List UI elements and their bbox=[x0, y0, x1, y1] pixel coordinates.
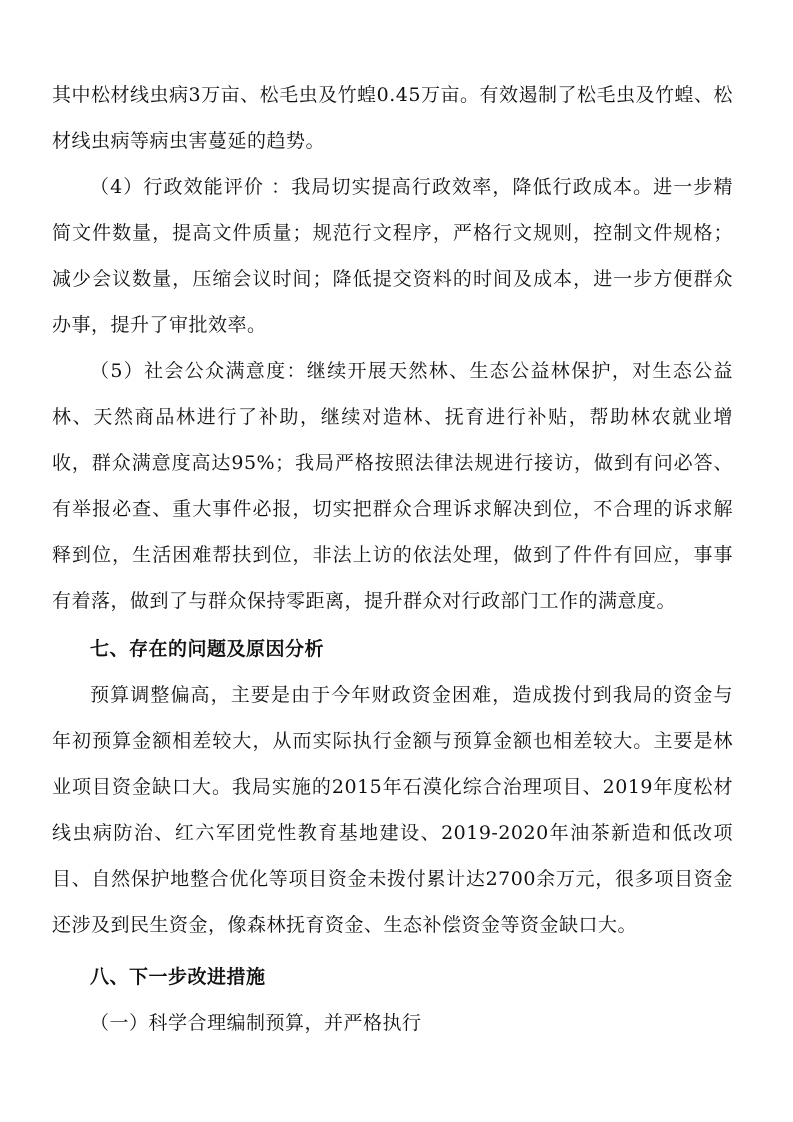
section-8-subheading: （一）科学合理编制预算，并严格执行 bbox=[90, 1012, 422, 1034]
section-7-heading: 七、存在的问题及原因分析 bbox=[90, 638, 325, 660]
administrative-efficiency-paragraph: （4）行政效能评价 ：我局切实提高行政效率，降低行政成本。进一步精简文件数量，提高文件质量；规范行文程序，严格行文规则，控制文件规格；减少会议数量，压缩会议时间；降低提交资料的时间及成本，进一步方便群众办事，提升了审批效率。 bbox=[52, 176, 733, 336]
section-7-body: 预算调整偏高，主要是由于今年财政资金困难，造成拨付到我局的资金与年初预算金额相差较大，从而实际执行金额与预算金额也相差较大。主要是林业项目资金缺口大。我局实施的2015年石漠化综合治理项目、2019年度松材线虫病防治、红六军团党性教育基地建设、2019-2020年油茶新造和低改项目、自然保护地整合优化等项目资金未拨付累计达2700余万元，很多项目资金还涉及到民生资金，像森林抚育资金、生态补偿资金等资金缺口大。 bbox=[52, 684, 733, 936]
public-satisfaction-paragraph: （5）社会公众满意度：继续开展天然林、生态公益林保护，对生态公益林、天然商品林进行了补助，继续对造林、抚育进行补贴，帮助林农就业增收，群众满意度高达95%；我局严格按照法律法规进行接访，做到有问必答、有举报必查、重大事件必报，切实把群众合理诉求解决到位，不合理的诉求解释到位，生活困难帮扶到位，非法上访的依法处理，做到了件件有回应，事事有着落，做到了与群众保持零距离，提升群众对行政部门工作的满意度。 bbox=[52, 360, 733, 612]
section-8-heading: 八、下一步改进措施 bbox=[90, 966, 266, 988]
continuation-paragraph: 其中松材线虫病3万亩、松毛虫及竹蝗0.45万亩。有效遏制了松毛虫及竹蝗、松材线虫病等病虫害蔓延的趋势。 bbox=[52, 84, 733, 152]
